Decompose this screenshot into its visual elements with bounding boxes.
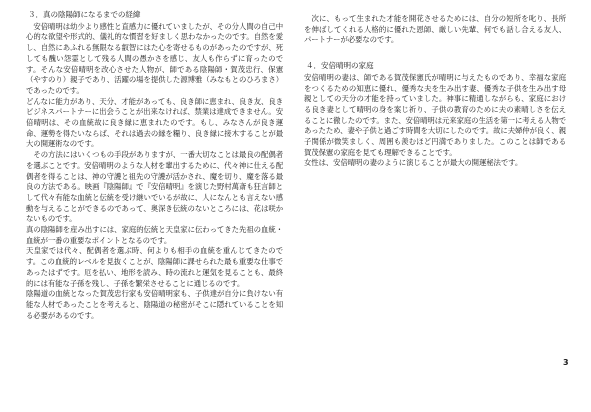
paragraph: 陰陽道の血統となった賀茂忠行家も安倍晴明家も、子供達が自分に負けない有能な人材であったことを考えると、陰陽道の秘密がそこに隠れていることを知る必要があるのです。 [26,289,283,320]
page-number: 3 [563,358,569,367]
paragraph: 安倍晴明は幼少より感性と直感力に優れていましたが、その分人間の自己中心的な欲望や形式的、儀礼的な慣習を好ましく思わなかったのです。自然を愛し、自然にあふれる無限なる叡智にはた心を寄せるものがあったのですが、死しても醜い怨霊として残る人間の愚かさを感じ、友人も作らずに育ったのです。そんな安倍晴明を改心させた人物が、師である陰陽師・賀茂忠行、保憲（やすのり）親子であり、活躍の場を提供した源博雅（みなもとのひろまさ）であったのです。 [26,21,283,95]
intro-paragraph: 次に、もって生まれた才能を開花させるためには、自分の短所を叱り、長所を伸ばしてくれる人格的に優れた恩師、厳しい先輩、何でも話し合える友人、パートナーが必要なのです。 [304,14,566,45]
paragraph: その方法にはいくつもの手段がありますが、一番大切なことは最良の配偶者を選ぶことです。安倍晴明のような人材を輩出するために、代々神に仕える配偶者を得ることは、神の守護と祖先の守護が活かされ、魔を切り、魔を落る最良の方法である。映画『陰陽師』で『安倍晴明』を演じた野村萬斎も狂言師として代々有能な血統と伝統を受け継いでいるが故に、人になんとも言えない感動を与えることができるのであって、奥深き伝統のないところには、花は咲かないものです。 [26,150,283,224]
paragraph: 安倍晴明の妻は、師である賀茂保憲氏が晴明に与えたものであり、幸福な家庭をつくるための知恵に優れ、優秀な夫を生み出す妻、優秀な子供を生み出す母親としての天分の才能を持っていました。神事に精通しながらも、家庭における良き妻として晴明の身を案じ祈り、子供の教育のために夫の素晴しさを伝えることに徹したのです。また、安倍晴明は元来家庭の生活を第一に考える人物であったため、妻や子供と過ごす時間を大切にしたのです。故に夫婦仲が良く、親子関係が微笑ましく、周囲も羨むほど円満でありました。このことは師である賀茂保憲の家庭を見ても理解できることです。 [304,72,566,157]
right-column [304,10,566,169]
section-heading-3: ３．真の陰陽師になるまでの経緯 [28,10,141,19]
section-heading-4: ４．安倍晴明の家庭 [306,61,374,71]
paragraph: 天皇家では代々、配偶者を選ぶ時、何よりも相手の血統を重んじてきたのです。この血統的レベルを見抜くことが、陰陽師に課せられた最も重要な仕事であったはずです。厄を払い、地形を読み、時の流れと運気を見ることも、最終的には有能な子孫を残し、子孫を繁栄させることに通じるのです。 [26,246,283,288]
paragraph: どんなに能力があり、天分、才能があっても、良き師に恵まれ、良き友、良きビジネスパートナーに出会うことが出来なければ、禁業は達成できません。安倍晴明は、その血統故に良き縁に恵まれたのです。もし、みなさんが良き運命、運勢を得たいならば、それは過去の縁を糧り、良き縁に接木することが最大の開運術なのです。 [26,96,283,149]
paragraph: 女性は、安倍晴明の妻のように演じることが最大の開運秘法です。 [304,158,523,168]
left-column [26,10,283,321]
paragraph: 真の陰陽師を産み出すには、家庭的伝統と天皇家に伝わってきた先祖の血統・血統が一番の重要なポイントとなるのです。 [26,225,283,245]
section-gap [304,46,566,61]
